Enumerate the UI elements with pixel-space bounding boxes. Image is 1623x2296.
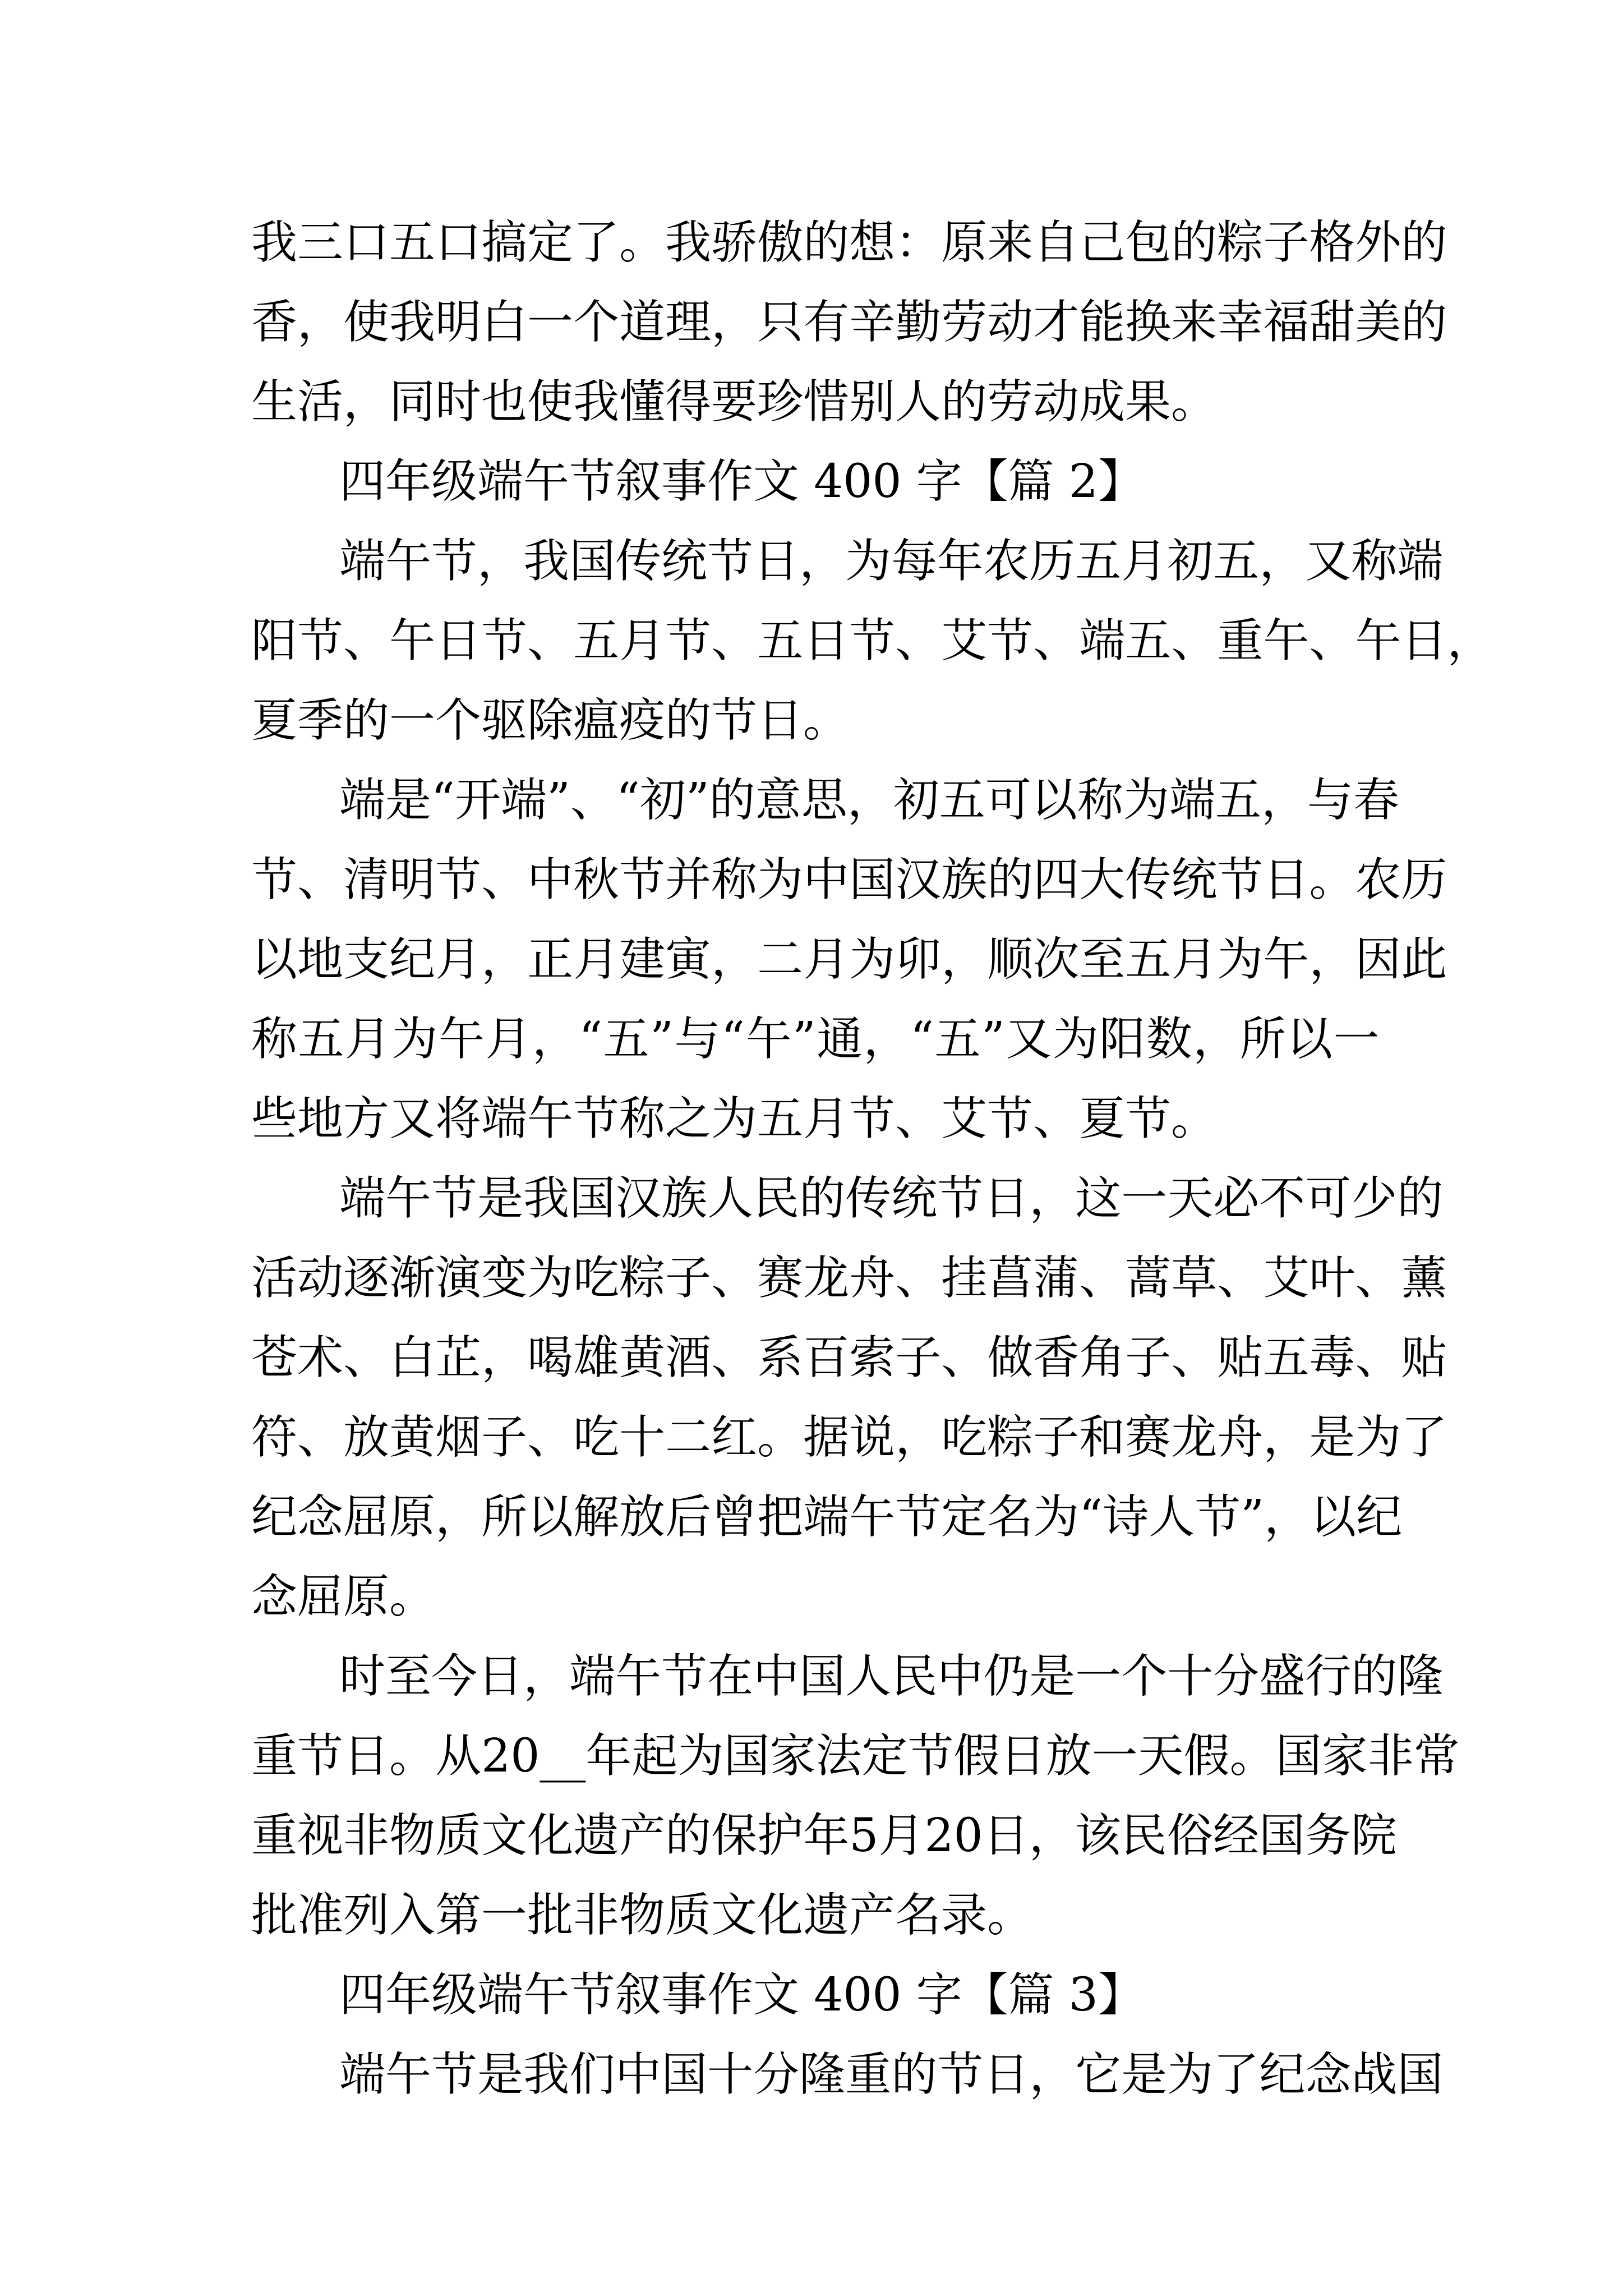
section-heading: 四年级端午节叙事作文 400 字【篇 2】: [339, 455, 1144, 508]
text-line: 重 节 日 。 从 20__ 年 起 为 国 家 法 定 节 假 日 放 一 天 假 。 国 家 非 常: [251, 1729, 1460, 1783]
text-line: 夏季的一个驱除瘟疫的节日。: [251, 694, 850, 747]
text-line: 端 午 节 ， 我 国 传 统 节 日 ， 为 每 年 农 历 五 月 初 五 ， 又 称 端: [339, 535, 1444, 588]
document-body: [251, 203, 1493, 2115]
text-line: 阳 节 、 午 日 节 、 五 月 节 、 五 日 节 、 艾 节 、 端 五 、 重 午 、 午 日 ，: [251, 614, 1493, 668]
text-line: 称 五 月 为 午 月 ， “ 五 ” 与 “ 午 ” 通 ， “ 五 ” 又 为 阳 数 ， 所 以 一: [251, 1013, 1380, 1066]
text-line: 以 地 支 纪 月 ， 正 月 建 寅 ， 二 月 为 卯 ， 顺 次 至 五 月 为 午 ， 因 此: [251, 933, 1447, 986]
text-line: 念屈原。: [251, 1570, 436, 1623]
text-line: 批准列入第一批非物质文化遗产名录。: [251, 1889, 1034, 1942]
text-line: 些地方又将端午节称之为五月节、艾节、夏节。: [251, 1092, 1218, 1145]
text-line: 时 至 今 日 ， 端 午 节 在 中 国 人 民 中 仍 是 一 个 十 分 盛 行 的 隆: [339, 1650, 1444, 1703]
text-line: 香 ， 使 我 明 白 一 个 道 理 ， 只 有 辛 勤 劳 动 才 能 换 来 幸 福 甜 美 的: [251, 296, 1447, 349]
text-line: 端 午 节 是 我 国 汉 族 人 民 的 传 统 节 日 ， 这 一 天 必 不 可 少 的: [339, 1172, 1444, 1225]
text-line: 端 是 “ 开 端 ” 、 “ 初 ” 的 意 思 ， 初 五 可 以 称 为 端 五 ， 与 春: [339, 774, 1400, 827]
text-line: 生活，同时也使我懂得要珍惜别人的劳动成果。: [251, 375, 1218, 429]
text-line: 节 、 清 明 节 、 中 秋 节 并 称 为 中 国 汉 族 的 四 大 传 统 节 日 。 农 历: [251, 853, 1447, 907]
text-line: 纪 念 屈 原 ， 所 以 解 放 后 曾 把 端 午 节 定 名 为 “ 诗 人 节 ” ， 以 纪: [251, 1490, 1403, 1544]
text-line: 端 午 节 是 我 们 中 国 十 分 隆 重 的 节 日 ， 它 是 为 了 纪 念 战 国: [339, 2048, 1444, 2101]
text-line: 活 动 逐 渐 演 变 为 吃 粽 子 、 赛 龙 舟 、 挂 菖 蒲 、 蒿 草 、 艾 叶 、 薰: [251, 1251, 1447, 1305]
text-line: 我 三 口 五 口 搞 定 了 。 我 骄 傲 的 想 ： 原 来 自 己 包 的 粽 子 格 外 的: [251, 216, 1447, 269]
text-line: 符 、 放 黄 烟 子 、 吃 十 二 红 。 据 说 ， 吃 粽 子 和 赛 龙 舟 ， 是 为 了: [251, 1411, 1447, 1464]
text-line: 重 视 非 物 质 文 化 遗 产 的 保 护 年 5 月 20 日 ， 该 民 俗 经 国 务 院: [251, 1809, 1397, 1862]
text-line: 苍 术 、 白 芷 ， 喝 雄 黄 酒 、 系 百 索 子 、 做 香 角 子 、 贴 五 毒 、 贴: [251, 1331, 1447, 1384]
section-heading: 四年级端午节叙事作文 400 字【篇 3】: [339, 1968, 1144, 2022]
